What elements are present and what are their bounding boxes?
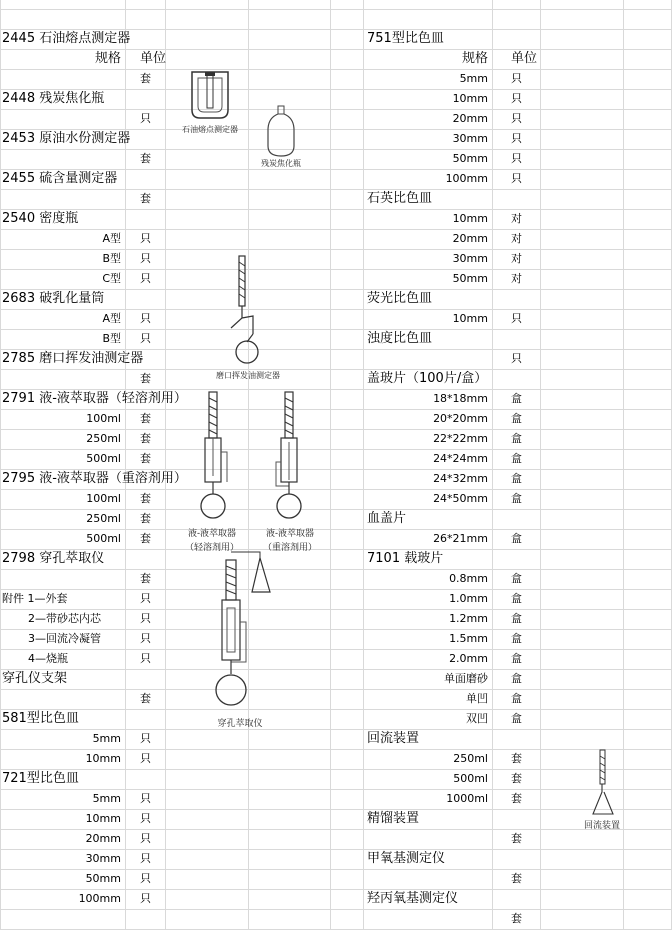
left-item-spec (0, 689, 121, 709)
right-item-spec (365, 909, 488, 929)
right-item-spec: 20mm (452, 112, 488, 125)
melting-point-caption: 石油熔点测定器 (182, 125, 238, 134)
volatile-oil-caption: 磨口挥发油测定器 (216, 371, 280, 380)
left-item-spec: 30mm (85, 852, 121, 865)
left-header-spec: 规格 (94, 51, 121, 66)
left-section-title: 2683 破乳化量筒 (2, 291, 105, 306)
right-item-spec: 24*24mm (433, 452, 488, 465)
right-item-spec: 1.5mm (449, 632, 488, 645)
left-item-spec: 500ml (86, 452, 121, 465)
right-item-unit: 对 (511, 212, 522, 225)
left-item-unit: 套 (140, 152, 151, 165)
left-item-unit: 只 (140, 892, 151, 905)
left-item-unit: 套 (140, 192, 151, 205)
right-section-title: 荧光比色皿 (367, 291, 433, 306)
right-item-unit: 只 (511, 92, 522, 105)
left-item-spec: 10mm (85, 752, 121, 765)
left-item-unit: 只 (140, 652, 151, 665)
right-item-unit: 套 (511, 912, 522, 925)
left-item-unit: 套 (140, 532, 151, 545)
left-item-spec (0, 109, 121, 129)
extractor-light-caption-1: 液-液萃取器 (187, 529, 237, 539)
right-item-spec: 24*50mm (433, 492, 488, 505)
right-item-unit: 套 (511, 772, 522, 785)
right-item-unit: 盒 (511, 392, 522, 405)
left-section-title: 721型比色皿 (2, 771, 79, 786)
left-item-unit: 套 (140, 452, 151, 465)
right-item-spec: 1.2mm (449, 612, 488, 625)
right-item-unit: 盒 (511, 472, 522, 485)
reflux-apparatus-caption: 回流装置 (583, 821, 620, 831)
left-item-unit: 套 (140, 512, 151, 525)
right-item-spec: 20mm (452, 232, 488, 245)
right-item-unit: 盒 (511, 572, 522, 585)
left-attachment-spec: 2—带砂芯内芯 (28, 612, 101, 625)
right-item-spec: 250ml (453, 752, 488, 765)
right-item-unit: 盒 (511, 672, 522, 685)
left-header-unit: 单位 (140, 51, 167, 66)
right-item-unit: 套 (511, 872, 522, 885)
right-item-spec: 50mm (452, 272, 488, 285)
extractor-heavy-icon (272, 392, 308, 522)
left-section-title: 2455 硫含量测定器 (2, 171, 118, 186)
left-item-unit: 套 (140, 492, 151, 505)
left-section-title: 2445 石油熔点测定器 (2, 31, 131, 46)
right-item-unit: 只 (511, 152, 522, 165)
left-item-unit: 只 (140, 852, 151, 865)
left-item-spec (0, 569, 121, 589)
right-item-spec: 1.0mm (449, 592, 488, 605)
right-item-spec: 18*18mm (433, 392, 488, 405)
left-item-unit: 套 (140, 692, 151, 705)
left-section-title: 2785 磨口挥发油测定器 (2, 351, 144, 366)
coking-flask-caption: 残炭焦化瓶 (261, 159, 301, 168)
right-item-unit: 盒 (511, 612, 522, 625)
extractor-heavy-caption-1: 液-液萃取器 (265, 529, 315, 539)
right-section-title: 甲氧基测定仪 (367, 851, 446, 866)
right-item-unit: 只 (511, 172, 522, 185)
left-item-unit: 只 (140, 332, 151, 345)
right-item-spec: 单凹 (466, 692, 488, 705)
right-header-spec: 规格 (461, 51, 488, 66)
left-item-spec: B型 (102, 332, 121, 345)
left-item-unit: 只 (140, 252, 151, 265)
right-item-unit: 盒 (511, 532, 522, 545)
right-item-spec (365, 869, 488, 889)
right-item-unit: 套 (511, 752, 522, 765)
right-item-spec: 5mm (459, 72, 488, 85)
left-section-title: 2795 液-液萃取器（重溶剂用） (2, 471, 187, 486)
left-section-title: 2453 原油水份测定器 (2, 131, 131, 146)
left-item-unit: 套 (140, 432, 151, 445)
right-item-unit: 盒 (511, 712, 522, 725)
left-item-spec: 5mm (92, 732, 121, 745)
right-item-unit: 盒 (511, 452, 522, 465)
right-item-unit: 只 (511, 112, 522, 125)
coking-flask-icon (266, 106, 296, 158)
left-section-title: 2448 残炭焦化瓶 (2, 91, 105, 106)
left-section-title: 2798 穿孔萃取仪 (2, 551, 105, 566)
extractor-light-caption-2: （轻溶剂用） (184, 543, 239, 553)
right-section-title: 羟丙氧基测定仪 (367, 891, 459, 906)
left-item-unit: 只 (140, 592, 151, 605)
right-item-unit: 套 (511, 792, 522, 805)
right-item-unit: 对 (511, 232, 522, 245)
left-item-spec: 20mm (85, 832, 121, 845)
left-item-unit: 只 (140, 612, 151, 625)
left-item-spec: 5mm (92, 792, 121, 805)
left-item-unit: 只 (140, 272, 151, 285)
left-item-unit: 套 (140, 372, 151, 385)
left-section-title: 2791 液-液萃取器（轻溶剂用） (2, 391, 187, 406)
right-header-unit: 单位 (511, 51, 538, 66)
left-item-spec: B型 (102, 252, 121, 265)
left-item-spec: 250ml (86, 432, 121, 445)
left-section-title: 581型比色皿 (2, 711, 79, 726)
right-item-spec: 单面磨砂 (444, 672, 488, 685)
right-item-spec: 100mm (445, 172, 488, 185)
volatile-oil-apparatus-icon (225, 256, 265, 366)
left-item-unit: 套 (140, 412, 151, 425)
right-item-spec: 22*22mm (433, 432, 488, 445)
left-item-spec: C型 (102, 272, 121, 285)
left-attachment-spec: 4—烧瓶 (28, 652, 68, 665)
left-item-unit: 套 (140, 72, 151, 85)
left-item-spec: 500ml (86, 532, 121, 545)
perforation-extractor-caption: 穿孔萃取仪 (217, 719, 263, 729)
left-item-unit: 只 (140, 752, 151, 765)
right-item-unit: 对 (511, 272, 522, 285)
left-item-spec: 50mm (85, 872, 121, 885)
right-item-spec (365, 829, 488, 849)
right-item-spec: 50mm (452, 152, 488, 165)
right-item-spec: 10mm (452, 312, 488, 325)
right-item-unit: 只 (511, 72, 522, 85)
left-section-title: 穿孔仪支架 (2, 671, 68, 686)
right-item-spec: 30mm (452, 252, 488, 265)
left-attachment-spec: 附件 1—外套 (2, 592, 68, 605)
left-item-spec (0, 189, 121, 209)
right-item-unit: 盒 (511, 492, 522, 505)
left-item-unit: 套 (140, 572, 151, 585)
right-section-title: 血盖片 (367, 511, 407, 526)
right-item-spec: 10mm (452, 212, 488, 225)
right-item-unit: 盒 (511, 592, 522, 605)
right-item-spec: 1000ml (446, 792, 488, 805)
right-section-title: 浊度比色皿 (367, 331, 433, 346)
right-item-spec: 双凹 (466, 712, 488, 725)
left-item-spec (0, 149, 121, 169)
right-item-spec: 10mm (452, 92, 488, 105)
reflux-apparatus-icon (590, 750, 616, 818)
right-item-unit: 对 (511, 252, 522, 265)
left-item-spec: A型 (102, 312, 121, 325)
left-item-spec: 100mm (78, 892, 121, 905)
left-item-spec (0, 369, 121, 389)
left-section-title: 2540 密度瓶 (2, 211, 79, 226)
left-attachment-spec: 3—回流冷凝管 (28, 632, 101, 645)
left-item-unit: 只 (140, 312, 151, 325)
left-item-spec: A型 (102, 232, 121, 245)
right-section-title: 回流装置 (367, 731, 420, 746)
left-item-spec: 10mm (85, 812, 121, 825)
right-item-unit: 只 (511, 132, 522, 145)
left-item-unit: 只 (140, 732, 151, 745)
right-item-spec: 2.0mm (449, 652, 488, 665)
right-item-spec: 30mm (452, 132, 488, 145)
left-item-spec: 250ml (86, 512, 121, 525)
right-item-unit: 只 (511, 312, 522, 325)
right-item-unit: 只 (511, 352, 522, 365)
right-section-title: 盖玻片（100片/盒） (367, 371, 488, 386)
right-item-spec (365, 349, 488, 369)
left-item-unit: 只 (140, 812, 151, 825)
right-item-unit: 套 (511, 832, 522, 845)
extractor-light-icon (196, 392, 232, 522)
right-item-spec: 500ml (453, 772, 488, 785)
right-section-title: 石英比色皿 (367, 191, 433, 206)
left-item-spec: 100ml (86, 412, 121, 425)
right-item-spec: 26*21mm (433, 532, 488, 545)
right-section-title: 7101 载玻片 (367, 551, 444, 566)
perforation-extractor-icon (210, 552, 280, 712)
left-item-spec (0, 69, 121, 89)
melting-point-apparatus-icon (190, 70, 230, 122)
left-item-unit: 只 (140, 792, 151, 805)
right-item-spec: 20*20mm (433, 412, 488, 425)
right-section-title: 精馏装置 (367, 811, 420, 826)
right-item-unit: 盒 (511, 652, 522, 665)
right-item-unit: 盒 (511, 632, 522, 645)
left-item-unit: 只 (140, 632, 151, 645)
left-item-unit: 只 (140, 232, 151, 245)
right-item-spec: 24*32mm (433, 472, 488, 485)
right-item-unit: 盒 (511, 692, 522, 705)
left-item-unit: 只 (140, 832, 151, 845)
left-item-unit: 只 (140, 872, 151, 885)
right-section-title: 751型比色皿 (367, 31, 444, 46)
right-item-unit: 盒 (511, 432, 522, 445)
extractor-heavy-caption-2: （重溶剂用） (262, 543, 317, 553)
left-item-spec: 100ml (86, 492, 121, 505)
right-item-spec: 0.8mm (449, 572, 488, 585)
right-item-unit: 盒 (511, 412, 522, 425)
left-item-unit: 只 (140, 112, 151, 125)
